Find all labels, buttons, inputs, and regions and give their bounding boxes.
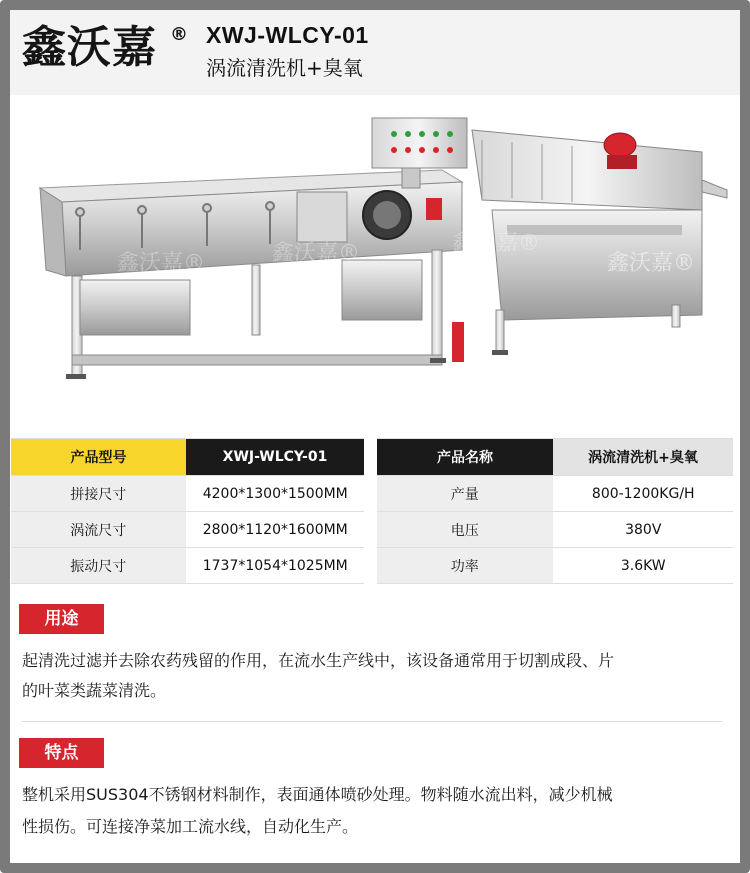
registered-mark: ® <box>170 24 188 45</box>
spec-label: 产量 <box>377 476 553 512</box>
spec-row <box>11 439 364 476</box>
spec-value: 涡流清洗机+臭氧 <box>553 439 733 476</box>
spec-label: 涡流尺寸 <box>11 512 186 548</box>
spec-table-left <box>11 438 364 584</box>
spec-label: 产品名称 <box>377 439 553 476</box>
product-photo <box>22 100 734 400</box>
spec-label: 功率 <box>377 548 553 584</box>
features-heading: 特点 <box>19 738 104 768</box>
section-divider <box>22 721 722 722</box>
watermark-3: 鑫沃嘉® <box>452 231 541 256</box>
spec-value: 3.6KW <box>553 548 733 584</box>
spec-label: 振动尺寸 <box>11 548 186 584</box>
usage-line-1: 起清洗过滤并去除农药残留的作用，在流水生产线中，该设备通常用于切割成段、片 <box>22 651 615 670</box>
spec-row <box>11 548 364 584</box>
usage-line-2: 的叶菜类蔬菜清洗。 <box>22 681 167 700</box>
spec-value: 380V <box>553 512 733 548</box>
spec-row <box>377 476 733 512</box>
spec-value: 800-1200KG/H <box>553 476 733 512</box>
spec-label: 电压 <box>377 512 553 548</box>
spec-value: XWJ-WLCY-01 <box>186 439 364 476</box>
spec-table-right <box>377 438 733 584</box>
product-name: 涡流清洗机+臭氧 <box>206 56 363 80</box>
features-line-1: 整机采用SUS304不锈钢材料制作，表面通体喷砂处理。物料随水流出料，减少机械 <box>22 785 613 804</box>
spec-row <box>11 512 364 548</box>
spec-label: 拼接尺寸 <box>11 476 186 512</box>
spec-value: 1737*1054*1025MM <box>186 548 364 584</box>
spec-label: 产品型号 <box>11 439 186 476</box>
spec-row <box>377 439 733 476</box>
spec-row <box>377 548 733 584</box>
brand-logo: 鑫沃嘉 <box>22 22 157 73</box>
model-number: XWJ-WLCY-01 <box>206 22 369 48</box>
spec-value: 4200*1300*1500MM <box>186 476 364 512</box>
usage-heading: 用途 <box>19 604 104 634</box>
watermark-1: 鑫沃嘉® <box>117 251 206 276</box>
watermark-4: 鑫沃嘉® <box>607 251 696 276</box>
spec-row <box>11 476 364 512</box>
features-line-2: 性损伤。可连接净菜加工流水线，自动化生产。 <box>22 817 359 836</box>
spec-row <box>377 512 733 548</box>
watermark-2: 鑫沃嘉® <box>272 241 361 266</box>
spec-value: 2800*1120*1600MM <box>186 512 364 548</box>
